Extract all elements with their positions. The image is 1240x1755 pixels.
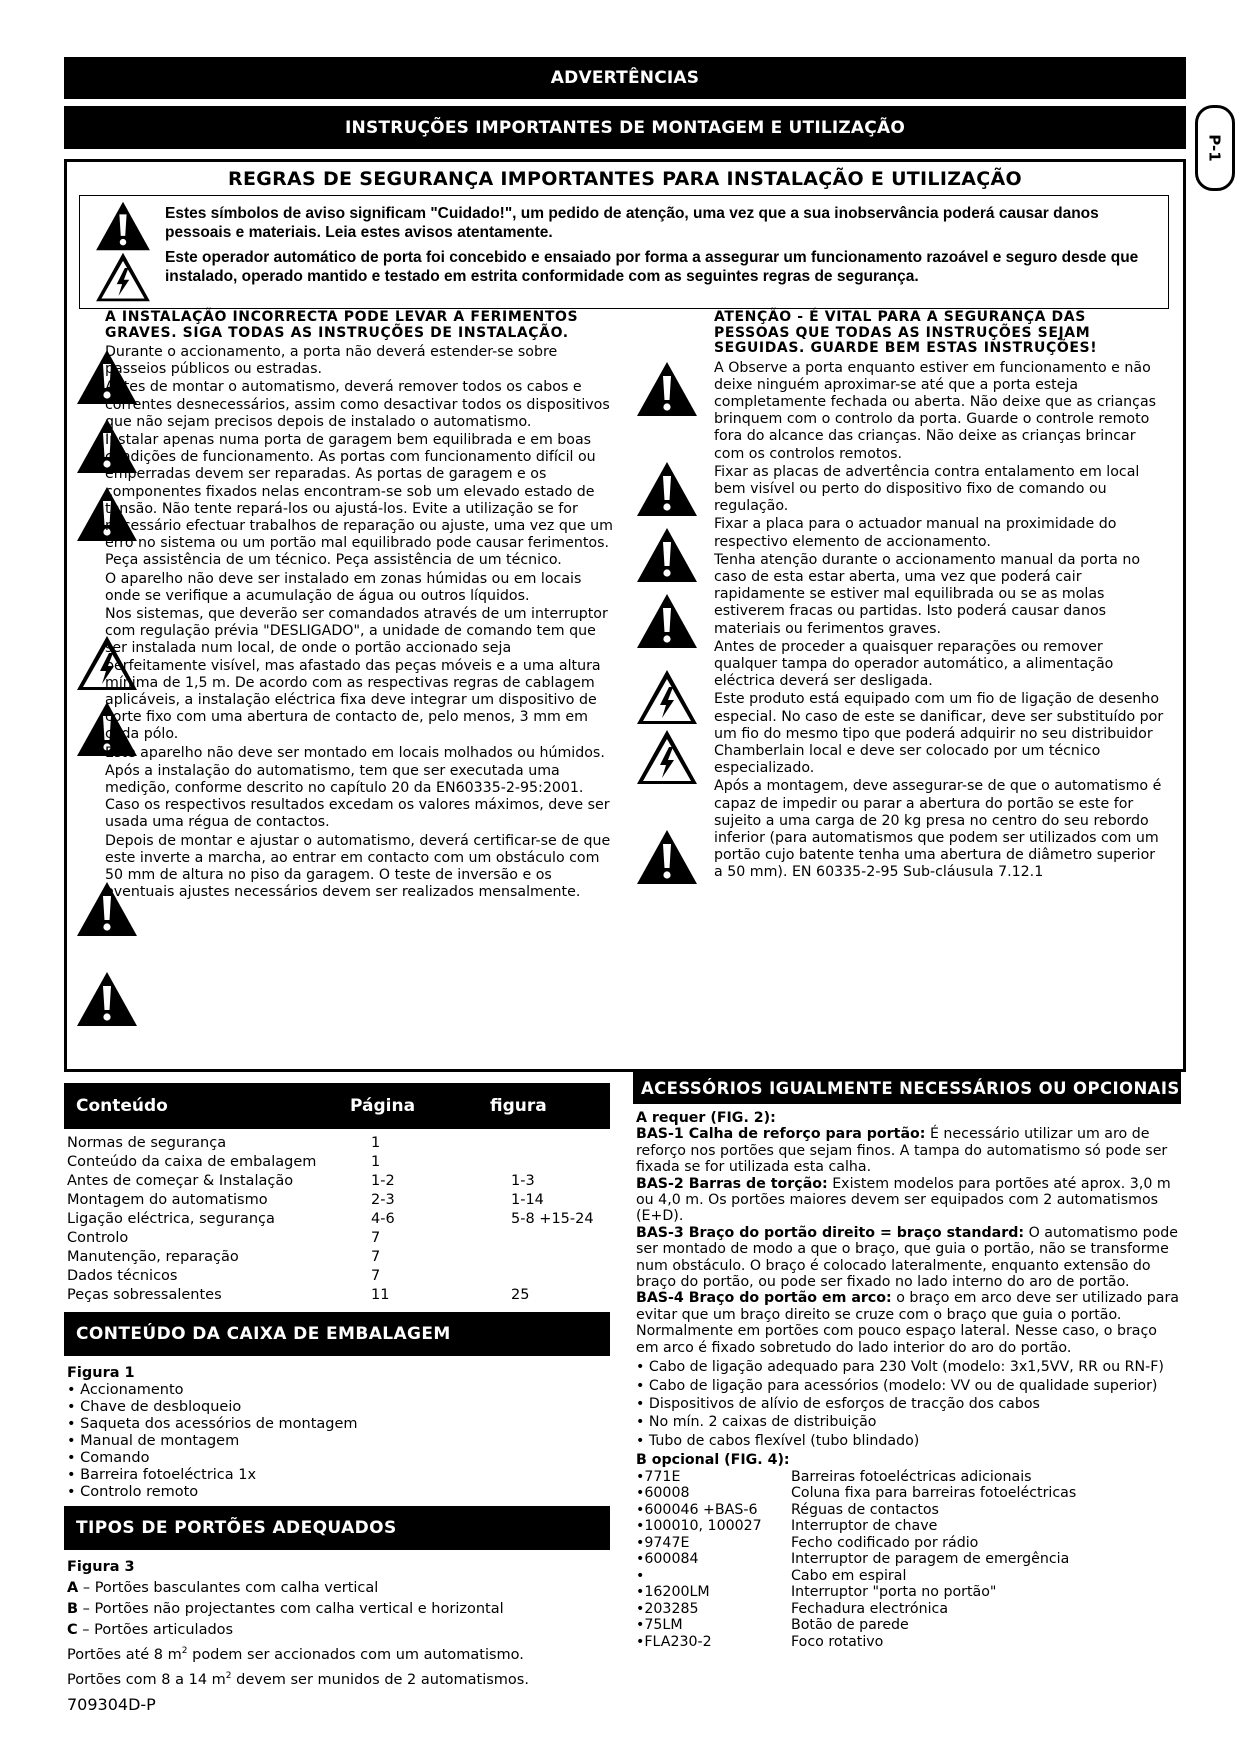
table-row	[67, 1286, 627, 1305]
list-item: • Cabo de ligação adequado para 230 Volt (modelo: 3x1,5VV, RR ou RN-F)	[636, 1359, 1184, 1375]
safety-right-column	[714, 310, 1166, 883]
right-item: Após a montagem, deve assegurar-se de que o automatismo é capaz de impedir ou parar a abertura do portão se este for sujeito a uma carga de 20 kg presa no centro do seu rebordo inferior (para automatismos que podem ser utilizados com um portão cujo batente tenha uma abertura de diâmetro superior a 50 mm). EN 60335-2-95 Sub-cláusula 7.12.1	[714, 778, 1162, 881]
contents-item: Montagem do automatismo	[67, 1192, 268, 1208]
optional-code: •771E	[636, 1468, 681, 1485]
packing-figure-label: Figura 1	[67, 1365, 135, 1381]
optional-code: •60008	[636, 1485, 690, 1502]
header-advertencias-text: ADVERTÊNCIAS	[550, 68, 700, 88]
required-title: A requer (FIG. 2):	[636, 1110, 776, 1126]
symbols-paragraph-2: Este operador automático de porta foi concebido e ensaiado por forma a assegurar um funcionamento razoável e seguro desde que instalado, operado mantido e testado em estrita conformidade com as seguintes regras de segurança.	[165, 249, 1139, 285]
gate-note-2-a: Portões com 8 a 14 m	[67, 1671, 226, 1688]
header-instrucoes-text: INSTRUÇÕES IMPORTANTES DE MONTAGEM E UTILIZAÇÃO	[345, 117, 905, 138]
gate-note-2-b: devem ser munidos de 2 automatismos.	[231, 1671, 529, 1688]
left-item: Antes de montar o automatismo, deverá remover todos os cabos e correntes desnecessários, assim como desactivar todos os dispositivos que não sejam precisos depois de instalado o automatismo.	[105, 379, 610, 430]
bas3-title: BAS-3 Braço do portão direito = braço standard:	[636, 1224, 1025, 1241]
list-item: • Saqueta dos acessórios de montagem	[67, 1416, 607, 1433]
table-row	[67, 1134, 627, 1153]
optional-desc: Coluna fixa para barreiras fotoeléctricas	[791, 1485, 1077, 1502]
accessories-header	[633, 1072, 1181, 1104]
packing-list	[67, 1365, 607, 1501]
bas1	[636, 1126, 1184, 1175]
contents-col-figure: figura	[490, 1096, 547, 1116]
contents-item: Peças sobressalentes	[67, 1287, 222, 1303]
gate-type-a	[67, 1578, 612, 1599]
electric-hazard-icon	[635, 726, 699, 788]
contents-item: Dados técnicos	[67, 1268, 178, 1284]
optional-code: •203285	[636, 1600, 699, 1617]
gate-type-b	[67, 1599, 612, 1620]
optional-table	[636, 1469, 1076, 1651]
contents-item: Ligação eléctrica, segurança	[67, 1211, 275, 1227]
bas4-text: o braço em arco deve ser utilizado para evitar que um braço direito se cruze com o braço que guia o portão. Normalmente em portões com pouco espaço lateral. Nesse caso, o braço em arco é fixado sobretudo do lado interior do aro do portão.	[636, 1290, 1179, 1356]
left-item: Instalar apenas numa porta de garagem bem equilibrada e em boas condições de funcionamento. As portas com funcionamento difícil ou emperradas devem ser reparadas. As portas de garagem e os componentes fixados nelas encontram-se sob um elevado estado de tensão. Não tente repará-los ou ajustá-los. Evite a utilização se for necessário efectuar trabalhos de reparação ou ajuste, uma vez que um erro no sistema ou um portão mal equilibrado pode causar ferimentos. Peça assistência de um técnico. Peça assistência de um técnico.	[105, 432, 613, 569]
right-item: Fixar a placa para o actuador manual na proximidade do respectivo elemento de accionamento.	[714, 516, 1117, 550]
right-item: A Observe a porta enquanto estiver em funcionamento e não deixe ninguém aproximar-se até que a porta esteja completamente fechada ou aberta. Não deixe que as crianças brinquem com o controlo da porta. Guarde o controle remoto fora do alcance das crianças. Não deixe as crianças brincar com os controlos remotos.	[714, 359, 1157, 462]
bas1-text: É necessário utilizar um aro de reforço nos portões que sejam finos. A tampa do automatismo só pode ser fixada se for utilizada esta calha.	[636, 1126, 1168, 1176]
left-item: Depois de montar e ajustar o automatismo, deverá certificar-se de que este inverte a marcha, ao entrar em contacto com um obstáculo com 50 mm de altura no piso da garagem. O teste de inversão e os eventuais ajustes necessários devem ser realizados mensalmente.	[105, 832, 611, 901]
table-row	[636, 1584, 1076, 1601]
table-row	[67, 1191, 627, 1210]
table-row	[636, 1535, 1076, 1552]
warning-exclamation-icon	[94, 200, 152, 252]
bas2-title: BAS-2 Barras de torção:	[636, 1175, 828, 1192]
contents-figure: 25	[511, 1287, 530, 1303]
table-row	[636, 1568, 1076, 1585]
list-item: • Accionamento	[67, 1382, 607, 1399]
superscript: 2	[181, 1646, 188, 1656]
optional-code: •16200LM	[636, 1584, 710, 1601]
list-item: • Cabo de ligação para acessórios (modelo: VV ou de qualidade superior)	[636, 1378, 1184, 1394]
right-item: Este produto está equipado com um fio de ligação de desenho especial. No caso de este se danificar, deve ser substituído por um fio do mesmo tipo que poderá adquirir no seu distribuidor Chamberlain local e deve ser colocado por um técnico especializado.	[714, 691, 1164, 777]
table-row	[636, 1485, 1076, 1502]
optional-desc: Fechadura electrónica	[791, 1600, 949, 1617]
table-row	[636, 1601, 1076, 1618]
list-item: • Barreira fotoeléctrica 1x	[67, 1467, 607, 1484]
electric-hazard-icon	[635, 666, 699, 728]
warning-exclamation-icon	[635, 826, 699, 888]
bas4-title: BAS-4 Braço do portão em arco:	[636, 1290, 892, 1307]
optional-code: •75LM	[636, 1617, 683, 1634]
gate-type-c	[67, 1620, 612, 1641]
bas2	[636, 1176, 1184, 1225]
table-row	[636, 1551, 1076, 1568]
contents-figure: 1-3	[511, 1173, 535, 1189]
contents-figure	[511, 1248, 627, 1267]
contents-header	[64, 1083, 610, 1129]
contents-table	[67, 1134, 627, 1305]
gate-types-title: TIPOS DE PORTÕES ADEQUADOS	[76, 1518, 397, 1538]
left-item: Após a instalação do automatismo, tem que ser executada uma medição, conforme descrito no capítulo 20 da EN60335-2-95:2001. Caso os respectivos resultados excedam os valores máximos, deve ser usada uma régua de contactos.	[105, 762, 610, 831]
warning-exclamation-icon	[635, 358, 699, 420]
table-row	[636, 1634, 1076, 1651]
optional-code: •9747E	[636, 1534, 690, 1551]
contents-page: 7	[371, 1230, 381, 1246]
contents-page: 4-6	[371, 1211, 395, 1227]
safety-left-column	[105, 310, 615, 903]
gate-types-header	[64, 1506, 610, 1550]
contents-item: Manutenção, reparação	[67, 1249, 239, 1265]
electric-hazard-icon	[94, 251, 152, 303]
contents-page: 7	[371, 1268, 381, 1284]
right-item: Tenha atenção durante o accionamento manual da porta no caso de esta estar aberta, uma vez que poderá cair rapidamente se estiver mal equilibrada ou se as molas estiverem fracas ou partidas. Isto poderá causar danos materiais ou ferimentos graves.	[714, 551, 1141, 637]
left-item: Durante o accionamento, a porta não deverá estender-se sobre passeios públicos ou estradas.	[105, 344, 558, 378]
table-row	[67, 1267, 627, 1286]
gate-type-b-letter: B	[67, 1601, 79, 1617]
contents-figure	[511, 1229, 627, 1248]
left-item: O aparelho não deve ser instalado em zonas húmidas ou em locais onde se verifique a acumulação de água ou outros líquidos.	[105, 570, 582, 604]
warning-exclamation-icon	[635, 590, 699, 652]
packing-header	[64, 1312, 610, 1356]
optional-title: B opcional (FIG. 4):	[636, 1452, 790, 1469]
table-row	[67, 1210, 627, 1229]
contents-page: 1-2	[371, 1173, 395, 1189]
optional-desc: Interruptor de paragem de emergência	[791, 1551, 1070, 1568]
optional-desc: Interruptor "porta no portão"	[791, 1584, 997, 1601]
accessories-title: ACESSÓRIOS IGUALMENTE NECESSÁRIOS OU OPCIONAIS	[641, 1078, 1180, 1098]
superscript: 2	[225, 1670, 232, 1681]
gate-types-figure-label: Figura 3	[67, 1559, 135, 1575]
contents-page: 11	[371, 1287, 390, 1303]
optional-code: •600084	[636, 1551, 699, 1568]
list-item: • Controlo remoto	[67, 1484, 607, 1501]
contents-figure	[511, 1153, 627, 1172]
contents-col-page: Página	[350, 1096, 416, 1116]
symbols-paragraph-1: Estes símbolos de aviso significam "Cuidado!", um pedido de atenção, uma vez que a sua inobservância poderá causar danos pessoais e materiais. Leia estes avisos atentamente.	[165, 205, 1099, 241]
table-row	[67, 1172, 627, 1191]
warning-exclamation-icon	[635, 524, 699, 586]
table-row	[67, 1153, 627, 1172]
table-row	[67, 1248, 627, 1267]
bas1-title: BAS-1 Calha de reforço para portão:	[636, 1126, 926, 1143]
bas3-text: O automatismo pode ser montado de modo a que o braço, que guia o portão, não se transforme num obstáculo. O braço é colocado lateralmente, enquanto extensão do braço do portão, ou pode ser fixado no lado interno do aro de portão.	[636, 1224, 1179, 1291]
document-code: 709304D-P	[67, 1695, 156, 1714]
contents-figure	[511, 1134, 627, 1153]
list-item: • Chave de desbloqueio	[67, 1399, 607, 1416]
list-item: • Comando	[67, 1450, 607, 1467]
contents-figure: 5-8 +15-24	[511, 1211, 594, 1227]
accessories-block	[636, 1110, 1184, 1650]
packing-title: CONTEÚDO DA CAIXA DE EMBALAGEM	[76, 1324, 451, 1344]
gate-type-a-letter: A	[67, 1580, 79, 1596]
right-item: Antes de proceder a quaisquer reparações ou remover qualquer tampa do operador automático, a alimentação eléctrica deverá ser desligada.	[714, 638, 1114, 690]
table-row	[636, 1617, 1076, 1634]
contents-page: 7	[371, 1249, 381, 1265]
contents-item: Antes de começar & Instalação	[67, 1173, 294, 1189]
bas3	[636, 1225, 1184, 1291]
list-item: • Manual de montagem	[67, 1433, 607, 1450]
header-advertencias	[64, 57, 1186, 99]
table-row	[67, 1229, 627, 1248]
list-item: • No mín. 2 caixas de distribuição	[636, 1414, 1184, 1430]
optional-desc: Réguas de contactos	[791, 1501, 939, 1518]
optional-desc: Cabo em espiral	[791, 1567, 907, 1584]
optional-code: •	[636, 1567, 645, 1584]
optional-code: •100010, 100027	[636, 1518, 762, 1535]
gate-type-c-letter: C	[67, 1622, 78, 1638]
contents-figure	[511, 1267, 627, 1286]
gate-types-block	[67, 1557, 612, 1691]
table-row	[636, 1469, 1076, 1486]
optional-desc: Barreiras fotoeléctricas adicionais	[791, 1468, 1032, 1485]
warning-symbols-text	[165, 204, 1155, 292]
warning-exclamation-icon	[635, 458, 699, 520]
gate-note-1	[67, 1641, 612, 1666]
optional-desc: Foco rotativo	[791, 1633, 884, 1650]
gate-type-c-text: – Portões articulados	[82, 1622, 234, 1638]
contents-page: 1	[371, 1154, 381, 1170]
table-row	[636, 1502, 1076, 1519]
warning-exclamation-icon	[75, 968, 139, 1030]
contents-col-title: Conteúdo	[76, 1096, 168, 1116]
contents-item: Controlo	[67, 1230, 129, 1246]
safety-title: REGRAS DE SEGURANÇA IMPORTANTES PARA INSTALAÇÃO E UTILIZAÇÃO	[228, 168, 1022, 190]
left-heading: A INSTALAÇÃO INCORRECTA PODE LEVAR A FERIMENTOS GRAVES. SIGA TODAS AS INSTRUÇÕES DE INSTALAÇÃO.	[105, 309, 579, 341]
gate-type-b-text: – Portões não projectantes com calha vertical e horizontal	[82, 1601, 504, 1617]
left-item: Este aparelho não deve ser montado em locais molhados ou húmidos.	[105, 744, 605, 761]
contents-figure: 1-14	[511, 1192, 544, 1208]
contents-page: 1	[371, 1135, 381, 1151]
optional-desc: Fecho codificado por rádio	[791, 1534, 979, 1551]
page-number: P-1	[1206, 134, 1224, 162]
list-item: • Tubo de cabos flexível (tubo blindado)	[636, 1433, 1184, 1449]
optional-code: •FLA230-2	[636, 1633, 712, 1650]
gate-note-2	[67, 1666, 612, 1691]
header-instrucoes	[64, 106, 1186, 149]
optional-desc: Interruptor de chave	[791, 1518, 938, 1535]
table-row	[636, 1518, 1076, 1535]
gate-type-a-text: – Portões basculantes com calha vertical	[82, 1580, 379, 1596]
contents-item: Conteúdo da caixa de embalagem	[67, 1154, 317, 1170]
left-item: Nos sistemas, que deverão ser comandados através de um interruptor com regulação prévia "DESLIGADO", a unidade de comando tem que ser instalada num local, de onde o portão accionado seja perfeitamente visível, mas afastado das peças móveis e a uma altura mínima de 1,5 m. De acordo com as respectivas regras de cablagem aplicáveis, a instalação eléctrica fixa deve integrar um dispositivo de corte fixo com uma abertura de contacto de, pelo menos, 3 mm em cada pólo.	[105, 606, 608, 743]
contents-page: 2-3	[371, 1192, 395, 1208]
bas2-text: Existem modelos para portões até aprox. 3,0 m ou 4,0 m. Os portões maiores devem ser equipados com 2 automatismos (E+D).	[636, 1175, 1171, 1225]
right-heading: ATENÇÃO - É VITAL PARA A SEGURANÇA DAS PESSOAS QUE TODAS AS INSTRUÇÕES SEJAM SEGUIDAS. GUARDE BEM ESTAS INSTRUÇÕES!	[714, 309, 1098, 356]
right-item: Fixar as placas de advertência contra entalamento em local bem visível ou perto do dispositivo fixo de comando ou regulação.	[714, 463, 1140, 515]
bas4	[636, 1290, 1184, 1356]
gate-note-1-a: Portões até 8 m	[67, 1646, 182, 1663]
optional-desc: Botão de parede	[791, 1617, 909, 1634]
contents-item: Normas de segurança	[67, 1135, 227, 1151]
list-item: • Dispositivos de alívio de esforços de tracção dos cabos	[636, 1396, 1184, 1412]
warning-symbols-box	[79, 195, 1169, 309]
page-tab	[1195, 105, 1235, 191]
gate-note-1-b: podem ser accionados com um automatismo.	[187, 1646, 524, 1663]
optional-code: •600046 +BAS-6	[636, 1501, 758, 1518]
